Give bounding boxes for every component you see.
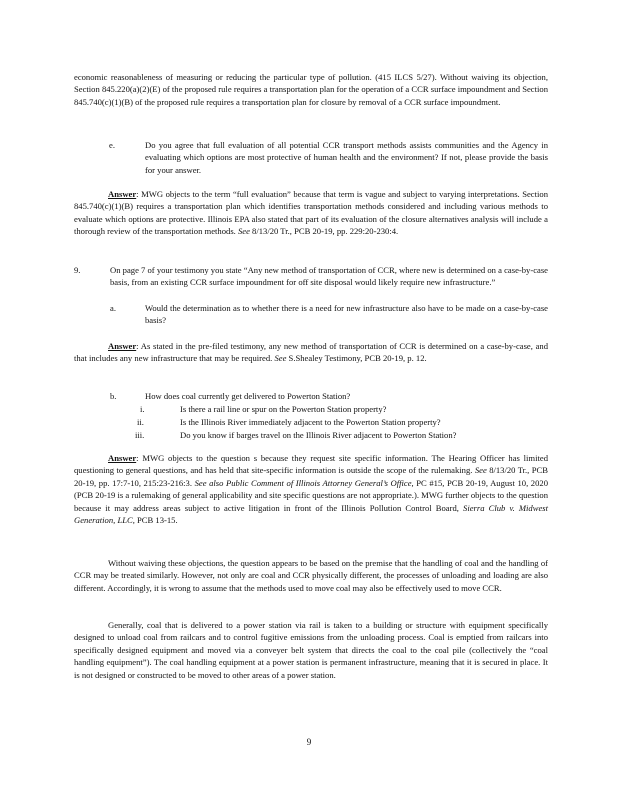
question-9-number: 9. bbox=[74, 265, 81, 275]
answer-e-citation: 8/13/20 Tr., PCB 20-19, pp. 229:20-230:4. bbox=[249, 226, 399, 237]
citation-signal: See bbox=[274, 353, 287, 364]
question-9a-text: Would the determination as to whether there is a need for new infrastructure also have to be made on a case-by-case basis? bbox=[145, 303, 548, 326]
sub-question-text: Is there a rail line or spur on the Powerton Station property? bbox=[180, 404, 387, 414]
citation-case-name: Sierra Club v. Midwest Generation, LLC bbox=[74, 502, 548, 526]
question-e-number: e. bbox=[109, 140, 115, 150]
question-9-text: On page 7 of your testimony you state “Any new method of transportation of CCR, where new is determined on a case-by-case basis, from an existing CCR surface impoundment for off site disposal would likely require new infrastructure.” bbox=[110, 265, 548, 288]
answer-9a bbox=[74, 340, 548, 365]
answer-label: Answer bbox=[108, 189, 137, 199]
sub-question-number: i. bbox=[140, 404, 145, 414]
answer-b-body-4: , PCB 13-15. bbox=[132, 515, 178, 526]
answer-e-text bbox=[74, 188, 548, 238]
question-b-number: b. bbox=[110, 391, 117, 401]
paragraph-without-waiving-text: Without waiving these objections, the question appears to be based on the premise that the handling of coal and the handling of CCR may be treated similarly. However, not only are coal and CCR physically different, the processes of unloading and loading are also different. Accordingly, it is wrong to assume that the methods used to move coal may also be effectively used to move CCR. bbox=[74, 558, 548, 593]
sub-question-number: ii. bbox=[137, 417, 144, 427]
answer-b-body-1: : MWG objects to the question s because they request site specific information. The Hearing Officer has limited questioning to general questions, and has held that site-specific information is outside the scope of the rulemaking. bbox=[74, 453, 548, 476]
answer-9a-text bbox=[74, 340, 548, 365]
answer-b-body-2: 8/13/20 Tr., PCB 20-19, pp. 17:7-10, 215:23-216:3. bbox=[74, 465, 548, 488]
sub-question-text: Do you know if barges travel on the Illinois River adjacent to Powerton Station? bbox=[180, 430, 457, 440]
answer-b-text bbox=[74, 452, 548, 526]
answer-label: Answer bbox=[108, 341, 137, 351]
question-e-text: Do you agree that full evaluation of all potential CCR transport methods assists communities and the Agency in evaluating which options are most protective of human health and the environment? If not, please provide the basis for your answer. bbox=[145, 140, 548, 175]
page-number: 9 bbox=[306, 737, 312, 747]
answer-b bbox=[74, 452, 548, 526]
answer-label: Answer bbox=[108, 453, 137, 463]
answer-b-body-3: , PC #15, PCB 20-19, August 10, 2020 (PCB 20-19 is a rulemaking of general applicability and site specific questions are not appropriate.). MWG further objects to the question because it may address areas subject to active litigation in front of the Illinois Pollution Control Board, bbox=[74, 477, 548, 513]
paragraph-generally bbox=[74, 619, 548, 681]
paragraph-intro-text: economic reasonableness of measuring or reducing the particular type of pollution. (415 ILCS 5/27). Without waiving its objection, Section 845.220(a)(2)(E) of the proposed rule requires a transportation plan for the operation of a CCR surface impoundment and Section 845.740(c)(1)(B) of the proposed rule requires a transportation plan for closure by removal of a CCR surface impoundment. bbox=[74, 72, 548, 107]
citation-signal: See bbox=[237, 226, 250, 237]
sub-question-text: Is the Illinois River immediately adjacent to the Powerton Station property? bbox=[180, 417, 441, 427]
citation-public-comment: See also Public Comment of Illinois Attorney General’s Office bbox=[194, 477, 412, 488]
answer-e bbox=[74, 188, 548, 238]
question-9a-number: a. bbox=[110, 303, 116, 313]
citation-signal: See bbox=[474, 465, 487, 476]
paragraph-without-waiving bbox=[74, 557, 548, 594]
answer-e-body: : MWG objects to the term “full evaluation” because that term is vague and subject to varying interpretations. Section 845.740(c)(1)(B) requires a transportation plan which identifies transportation methods considered and including various methods to evaluate which options are protective. Illinois EPA also stated that part of its evaluation of the closure alternatives analysis will include a thorough review of the transportation methods. bbox=[74, 189, 548, 237]
answer-9a-body: : As stated in the pre-filed testimony, any new method of transportation of CCR is determined on a case-by-case, and that includes any new infrastructure that may be required. bbox=[74, 341, 548, 364]
sub-question-number: iii. bbox=[135, 430, 145, 440]
paragraph-generally-text: Generally, coal that is delivered to a power station via rail is taken to a building or structure with equipment specifically designed to unload coal from railcars and to control fugitive emissions from the unloading process. Coal is emptied from railcars into specifically designed equipment and moved via a conveyer belt system that directs the coal to the coal pile (collectively the “coal handling equipment”). The coal handling equipment at a power station is permanent infrastructure, meaning that it is secured in place. It is not designed or constructed to be moved to other areas of a power station. bbox=[74, 620, 548, 680]
question-b-text: How does coal currently get delivered to Powerton Station? bbox=[145, 391, 351, 401]
paragraph-intro bbox=[74, 71, 548, 108]
answer-9a-citation: S.Shealey Testimony, PCB 20-19, p. 12. bbox=[286, 353, 427, 364]
